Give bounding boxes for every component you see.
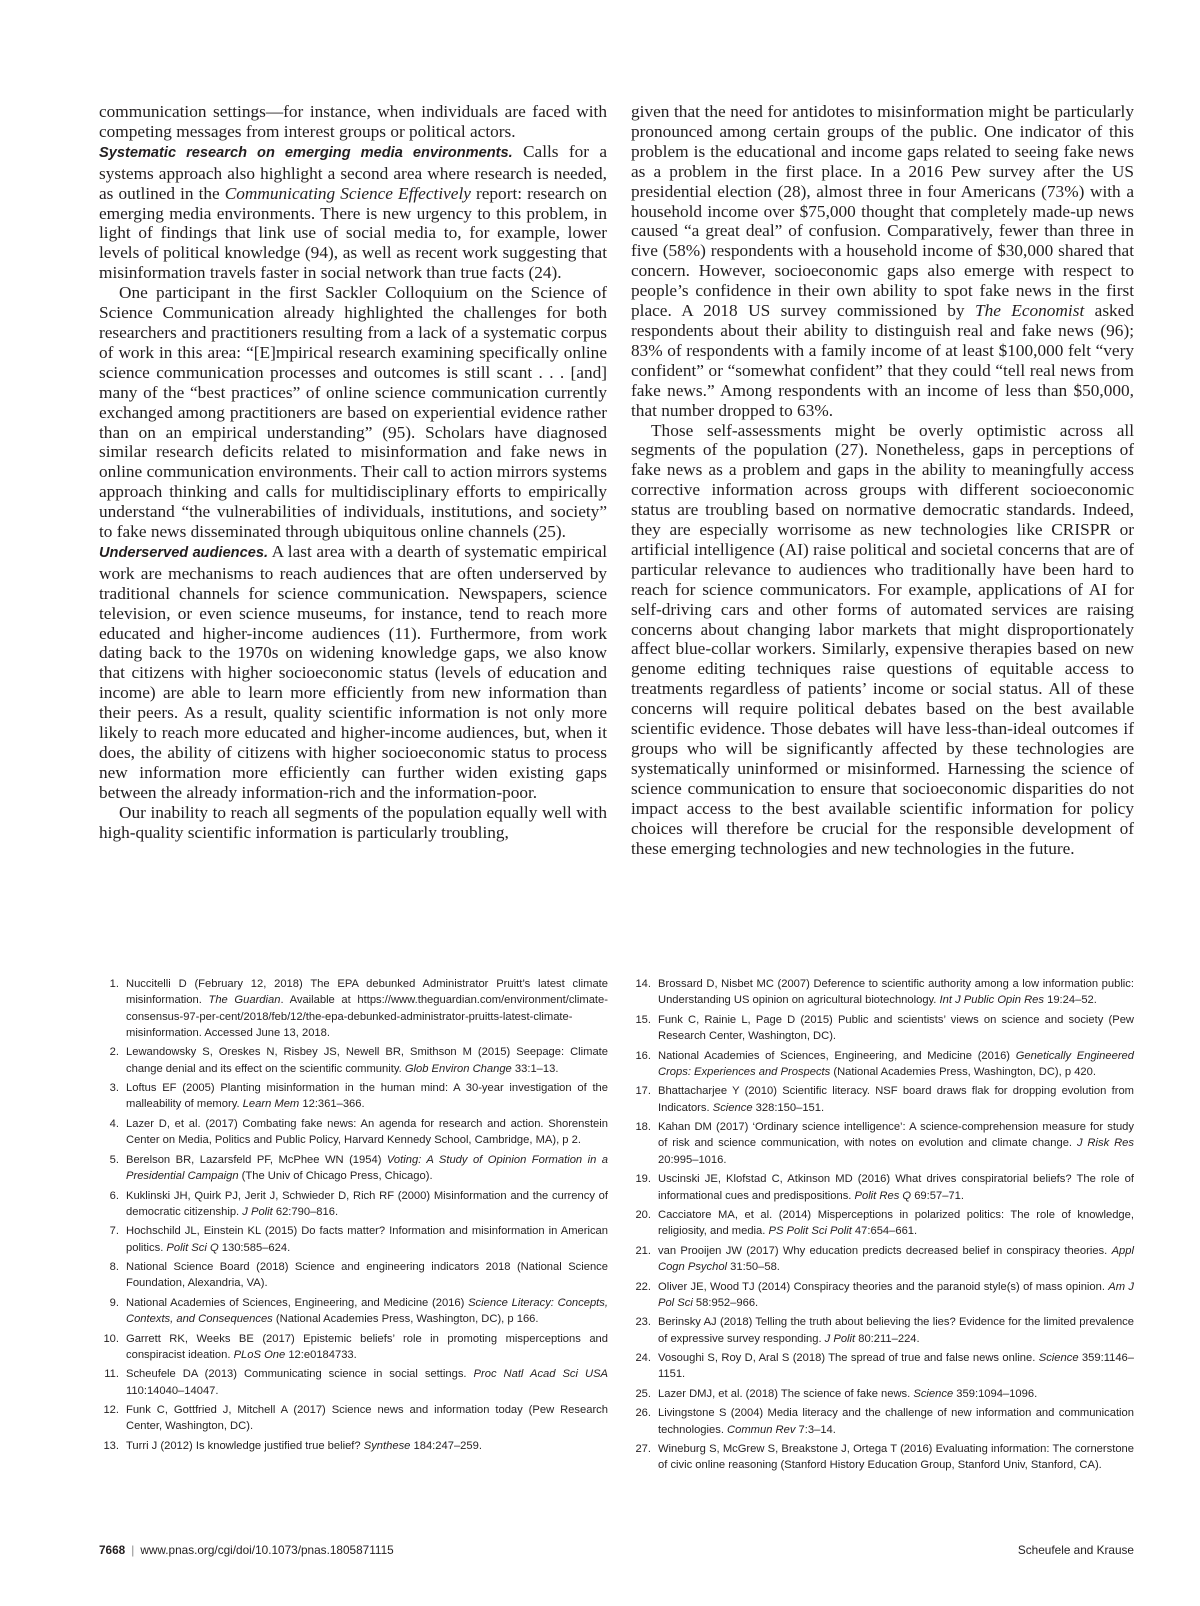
reference-number: 16. xyxy=(635,1049,651,1062)
reference-journal: J Polit xyxy=(242,1205,273,1218)
reference-text: Oliver JE, Wood TJ (2014) Conspiracy theories and the paranoid style(s) of mass opinion. xyxy=(658,1280,1109,1293)
reference-text: (National Academies Press, Washington, DC), p 166. xyxy=(272,1313,539,1326)
reference-text: 359:1094–1096. xyxy=(953,1387,1038,1400)
reference-text: (National Academies Press, Washington, DC), p 420. xyxy=(830,1065,1096,1078)
reference-journal: Synthese xyxy=(363,1439,411,1452)
reference-journal: Science Literacy: Concepts, Contexts, and Consequences xyxy=(126,1296,608,1326)
reference-text: Kahan DM (2017) ‘Ordinary science intelligence’: A science-comprehension measure for study of risk and science communication, with notes on evolution and climate change. xyxy=(658,1121,1134,1150)
paragraph: Those self-assessments might be overly optimistic across all segments of the population (27). Nonetheless, gaps in perceptions of fake news as a problem and gaps in the ability to meaningfully access corrective information across groups with different socioeconomic status are troubling based on normative democratic standards. Indeed, they are especially worrisome as new technologies like CRISPR or artificial intelligence (AI) raise political and societal concerns that are of particular relevance to audiences who traditionally have been hard to reach for science communicators. For example, applications of AI for self-driving cars and other forms of automated services are raising concerns about changing labor markets that might disproportionately affect blue-collar workers. Similarly, expensive therapies based on new genome editing techniques raise questions of equitable access to treatments regardless of patients’ income or social status. All of these concerns will require political debates based on the best available scientific evidence. Those debates will have less-than-ideal outcomes if groups who will be significantly affected by these technologies are systematically uninformed or misinformed. Harnessing the science of science communication to ensure that socioeconomic disparities do not impact access to the best available scientific information for policy choices will therefore be crucial for the responsible development of these emerging technologies and new technologies in the future. xyxy=(631,420,1134,858)
reference-item xyxy=(99,1259,608,1292)
reference-number: 11. xyxy=(104,1368,119,1381)
reference-text: Wineburg S, McGrew S, Breakstone J, Ortega T (2016) Evaluating information: The cornerstone of civic online reasoning (Stanford History Education Group, Stanford Univ, Stanford, CA). xyxy=(658,1443,1134,1472)
footer-separator: | xyxy=(131,1543,135,1557)
page-number: 7668 xyxy=(99,1543,126,1557)
reference-item xyxy=(99,1295,608,1328)
reference-text: 130:585–624. xyxy=(218,1241,291,1254)
reference-item xyxy=(631,1314,1134,1347)
reference-journal: PLoS One xyxy=(233,1348,286,1361)
reference-number: 6. xyxy=(109,1189,119,1202)
reference-journal: Science xyxy=(1038,1352,1079,1365)
reference-number: 2. xyxy=(109,1046,119,1059)
references-list-right xyxy=(631,976,1134,1477)
reference-journal: Glob Environ Change xyxy=(404,1062,512,1075)
reference-text: 12:e0184733. xyxy=(285,1348,357,1361)
reference-number: 18. xyxy=(635,1121,651,1134)
reference-text: 33:1–13. xyxy=(511,1062,559,1075)
reference-journal: J Polit xyxy=(824,1332,856,1345)
paragraph: One participant in the first Sackler Colloquium on the Science of Science Communication already highlighted the challenges for both researchers and practitioners resulting from a lack of a systematic corpus of work in this area: “[E]mpirical research examining specifically online science communication processes and outcomes is still scant . . . [and] many of the “best practices” of online science communication currently exchanged among practitioners are based on experiential evidence rather than on an empirical understanding” (95). Scholars have diagnosed similar research deficits related to misinformation and fake news in online communication environments. Their call to action mirrors systems approach thinking and calls for multidisciplinary efforts to empirically understand “the vulnerabilities of individuals, institutions, and society” to fake news disseminated through ubiquitous online channels (25). xyxy=(99,283,607,542)
reference-text: Vosoughi S, Roy D, Aral S (2018) The spread of true and false news online. xyxy=(658,1352,1039,1365)
reference-text: . Available at https://www.theguardian.com/environment/climate-consensus-97-per-cent/2018/feb/12/the-epa-debunked-administrator-pruitts-latest-climate-misinformation. Accessed June 13, 2018. xyxy=(126,994,608,1039)
reference-text: 359:1146–1151. xyxy=(658,1352,1134,1381)
subsection-heading: Systematic research on emerging media environments. xyxy=(99,144,513,161)
reference-item xyxy=(99,1044,608,1077)
reference-journal: Science xyxy=(913,1387,954,1400)
reference-item xyxy=(99,1438,608,1454)
reference-item xyxy=(99,1402,608,1435)
reference-item xyxy=(631,976,1134,1009)
reference-journal: Appl Cogn Psychol xyxy=(658,1244,1134,1274)
reference-text: 12:361–366. xyxy=(299,1098,365,1111)
reference-number: 19. xyxy=(635,1173,651,1186)
reference-number: 21. xyxy=(635,1244,651,1257)
reference-text: Funk C, Rainie L, Page D (2015) Public and scientists’ views on science and society (Pew Research Center, Washington, DC). xyxy=(658,1013,1134,1043)
reference-item xyxy=(631,1243,1134,1276)
reference-item xyxy=(631,1119,1134,1168)
reference-text: 69:57–71. xyxy=(911,1189,964,1202)
reference-journal: PS Polit Sci Polit xyxy=(768,1225,852,1238)
reference-item xyxy=(631,1279,1134,1312)
reference-number: 12. xyxy=(103,1404,119,1417)
reference-item xyxy=(631,1012,1134,1045)
reference-item xyxy=(99,1366,608,1399)
reference-item xyxy=(99,976,608,1041)
running-authors: Scheufele and Krause xyxy=(1017,1543,1134,1557)
body-column-left xyxy=(99,102,607,843)
reference-text: Hochschild JL, Einstein KL (2015) Do facts matter? Information and misinformation in American politics. xyxy=(126,1225,608,1254)
reference-text: Berelson BR, Lazarsfeld PF, McPhee WN (1954) xyxy=(126,1153,387,1166)
reference-item xyxy=(631,1207,1134,1240)
reference-journal: Proc Natl Acad Sci USA xyxy=(473,1368,608,1381)
reference-text: National Academies of Sciences, Engineering, and Medicine (2016) xyxy=(126,1296,469,1309)
subsection-heading: Underserved audiences. xyxy=(99,544,269,561)
reference-text: Lazer D, et al. (2017) Combating fake news: An agenda for research and action. Shorenstein Center on Media, Politics and Public Policy, Harvard Kennedy School, Cambridge, MA), p 2. xyxy=(126,1117,608,1147)
paragraph: Underserved audiences. A last area with a dearth of systematic empirical work are mechanisms to reach audiences that are often underserved by traditional channels for science communication. Newspapers, science television, or even science museums, for instance, tend to reach more educated and higher-income audiences (11). Furthermore, from work dating back to the 1970s on widening knowledge gaps, we also know that citizens with higher socioeconomic status (levels of education and income) are able to learn more efficiently from new information than their peers. As a result, quality scientific information is not only more likely to reach more educated and higher-income audiences, but, when it does, the ability of citizens with higher socioeconomic status to process new information more efficiently can further widen existing gaps between the already information-rich and the information-poor. xyxy=(99,541,608,802)
reference-text: 62:790–816. xyxy=(272,1205,339,1218)
reference-item xyxy=(99,1080,608,1113)
reference-text: 110:14040–14047. xyxy=(126,1384,219,1397)
reference-number: 13. xyxy=(103,1439,119,1452)
reference-journal: Voting: A Study of Opinion Formation in a Presidential Campaign xyxy=(126,1153,609,1183)
reference-item xyxy=(631,1350,1134,1383)
doi-link[interactable]: www.pnas.org/cgi/doi/10.1073/pnas.1805871115 xyxy=(140,1543,394,1557)
reference-journal: Learn Mem xyxy=(242,1098,300,1111)
reference-text: Uscinski JE, Klofstad C, Atkinson MD (2016) What drives conspiratorial beliefs? The role of informational cues and predispositions. xyxy=(658,1173,1134,1202)
reference-text: 80:211–224. xyxy=(855,1332,920,1345)
reference-number: 10. xyxy=(103,1332,119,1345)
reference-item xyxy=(631,1048,1134,1081)
reference-number: 7. xyxy=(109,1225,119,1238)
reference-text: Lewandowsky S, Oreskes N, Risbey JS, Newell BR, Smithson M (2015) Seepage: Climate change denial and its effect on the scientific community. xyxy=(126,1046,608,1075)
reference-text: 47:654–661. xyxy=(851,1225,918,1238)
reference-number: 23. xyxy=(635,1316,651,1329)
paragraph: Our inability to reach all segments of the population equally well with high-quality scientific information is particularly troubling, xyxy=(99,802,607,842)
reference-text: Bhattacharjee Y (2010) Scientific literacy. NSF board draws flak for dropping evolution from Indicators. xyxy=(658,1085,1134,1114)
reference-number: 1. xyxy=(109,978,119,990)
reference-journal: Int J Public Opin Res xyxy=(939,994,1044,1007)
reference-text: 31:50–58. xyxy=(727,1261,780,1274)
reference-text: Lazer DMJ, et al. (2018) The science of fake news. xyxy=(658,1387,914,1400)
reference-number: 20. xyxy=(635,1208,651,1221)
reference-text: Scheufele DA (2013) Communicating science in social settings. xyxy=(126,1368,474,1381)
reference-journal: Genetically Engineered Crops: Experiences and Prospects xyxy=(658,1049,1134,1078)
reference-text: Berinsky AJ (2018) Telling the truth about believing the lies? Evidence for the limited prevalence of expressive survey responding. xyxy=(658,1316,1134,1345)
reference-number: 14. xyxy=(635,978,651,990)
reference-number: 15. xyxy=(635,1013,651,1026)
reference-text: 7:3–14. xyxy=(795,1423,836,1436)
page-footer xyxy=(99,1540,1134,1560)
reference-text: Brossard D, Nisbet MC (2007) Deference to scientific authority among a low information public: Understanding US opinion on agricultural biotechnology. xyxy=(658,978,1134,1007)
reference-text: 20:995–1016. xyxy=(658,1153,727,1166)
reference-number: 8. xyxy=(109,1261,119,1274)
reference-text: Garrett RK, Weeks BE (2017) Epistemic beliefs’ role in promoting misperceptions and conspiracist ideation. xyxy=(126,1332,608,1361)
reference-item xyxy=(631,1441,1134,1474)
reference-item xyxy=(631,1083,1134,1116)
reference-number: 24. xyxy=(635,1352,651,1365)
paragraph: given that the need for antidotes to misinformation might be particularly pronounced among certain groups of the public. One indicator of this problem is the educational and income gaps related to seeing fake news as a problem in the first place. In a 2016 Pew survey after the US presidential election (28), almost three in four Americans (73%) with a household income over $75,000 thought that completely made-up news caused “a great deal” of confusion. Comparatively, fewer than three in five (58%) respondents with a household income of $30,000 shared that concern. However, socioeconomic gaps also emerge with respect to people’s confidence in their own ability to spot fake news in the first place. A 2018 US survey commissioned by The Economist asked respondents about their ability to distinguish real and fake news (96); 83% of respondents with a family income of at least $100,000 felt “very confident” or “somewhat confident” that they could “tell real news from fake news.” Among respondents with an income of less than $50,000, that number dropped to 63%. xyxy=(631,102,1134,420)
reference-item xyxy=(99,1188,608,1221)
reference-journal: The Guardian xyxy=(208,994,281,1007)
reference-text: van Prooijen JW (2017) Why education predicts decreased belief in conspiracy theories. xyxy=(658,1244,1112,1257)
reference-text: 58:952–966. xyxy=(692,1296,759,1309)
reference-number: 17. xyxy=(635,1085,651,1098)
reference-number: 26. xyxy=(635,1407,651,1420)
reference-journal: Science xyxy=(712,1101,753,1114)
reference-text: Loftus EF (2005) Planting misinformation in the human mind: A 30-year investigation of the malleability of memory. xyxy=(126,1082,608,1111)
reference-text: Nuccitelli D (February 12, 2018) The EPA debunked Administrator Pruitt’s latest climate misinformation. xyxy=(126,978,608,1007)
reference-text: 19:24–52. xyxy=(1044,994,1097,1007)
reference-number: 22. xyxy=(635,1280,651,1293)
reference-journal: Polit Res Q xyxy=(854,1189,912,1202)
reference-item xyxy=(99,1116,608,1149)
reference-number: 27. xyxy=(635,1443,651,1456)
reference-text: Funk C, Gottfried J, Mitchell A (2017) Science news and information today (Pew Research Center, Washington, DC). xyxy=(126,1404,608,1433)
reference-journal: Am J Pol Sci xyxy=(658,1280,1134,1309)
reference-journal: Polit Sci Q xyxy=(166,1241,219,1254)
reference-item xyxy=(99,1223,608,1256)
reference-text: National Academies of Sciences, Engineering, and Medicine (2016) xyxy=(658,1049,1016,1062)
reference-number: 9. xyxy=(109,1296,119,1309)
body-column-right xyxy=(631,102,1134,858)
reference-text: National Science Board (2018) Science and engineering indicators 2018 (National Science Foundation, Alexandria, VA). xyxy=(126,1261,608,1290)
reference-text: Livingstone S (2004) Media literacy and the challenge of new information and communication technologies. xyxy=(658,1407,1134,1436)
reference-item xyxy=(99,1331,608,1364)
references-list-left xyxy=(99,976,608,1457)
reference-text: 184:247–259. xyxy=(410,1439,482,1452)
reference-item xyxy=(99,1152,608,1185)
reference-text: (The Univ of Chicago Press, Chicago). xyxy=(238,1170,433,1183)
reference-text: Cacciatore MA, et al. (2014) Misperceptions in polarized politics: The role of knowledge, religiosity, and media. xyxy=(658,1208,1134,1238)
reference-item xyxy=(631,1405,1134,1438)
reference-text: 328:150–151. xyxy=(752,1101,825,1114)
reference-text: Kuklinski JH, Quirk PJ, Jerit J, Schwieder D, Rich RF (2000) Misinformation and the currency of democratic citizenship. xyxy=(126,1189,608,1218)
reference-journal: Commun Rev xyxy=(727,1423,796,1436)
reference-number: 4. xyxy=(109,1117,119,1130)
reference-number: 25. xyxy=(635,1387,651,1400)
reference-item xyxy=(631,1171,1134,1204)
reference-number: 3. xyxy=(109,1082,119,1095)
paragraph: communication settings—for instance, when individuals are faced with competing messages from interest groups or political actors. Systematic research on emerging media environments. Calls for a systems approach also highlight a second area where research is needed, as outlined in the Communicating Science Effectively report: research on emerging media environments. There is new urgency to this problem, in light of findings that link use of social media to, for example, lower levels of political knowledge (94), as well as recent work suggesting that misinformation travels faster in social network than true facts (24). xyxy=(99,102,607,283)
reference-number: 5. xyxy=(109,1153,119,1166)
reference-journal: J Risk Res xyxy=(1076,1137,1134,1150)
reference-item xyxy=(631,1386,1134,1402)
reference-text: Turri J (2012) Is knowledge justified true belief? xyxy=(126,1439,364,1452)
